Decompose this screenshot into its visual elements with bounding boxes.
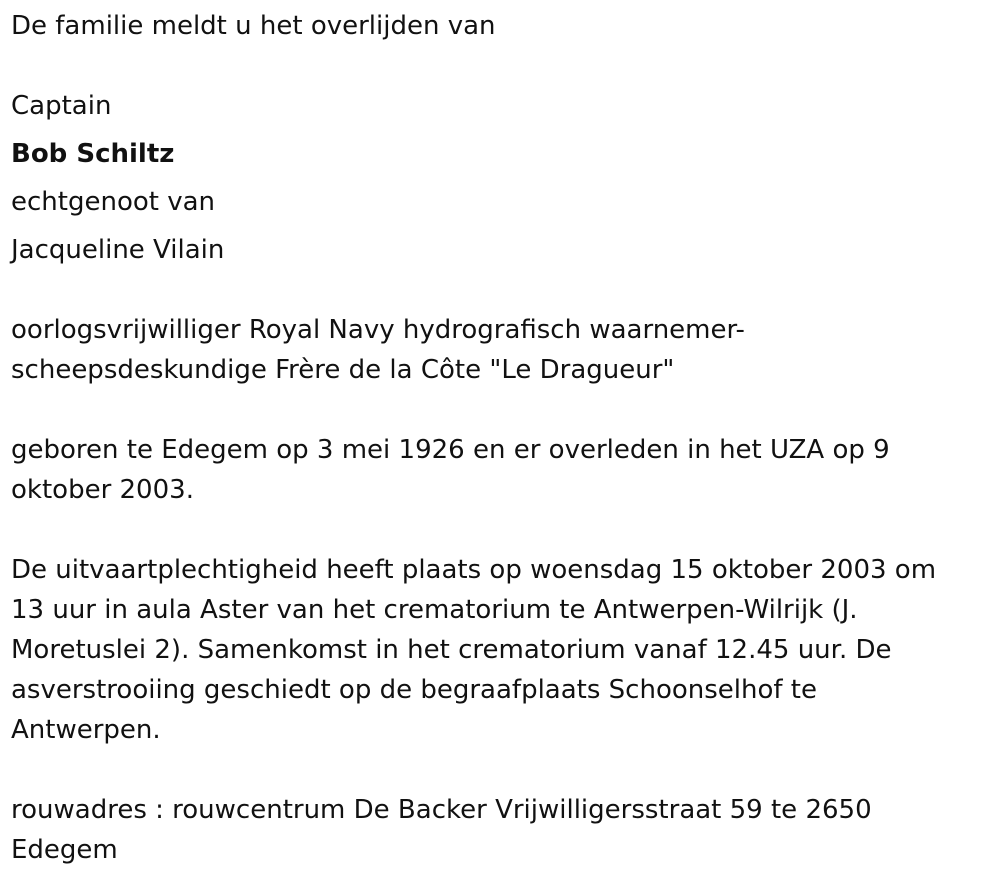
deceased-name: Bob Schiltz (11, 139, 175, 169)
funeral-line: De uitvaartplechtigheid heeft plaats op woensdag 15 oktober 2003 om (11, 555, 937, 585)
intro-text: De familie meldt u het overlijden van (11, 11, 496, 41)
spacer (11, 390, 981, 430)
address-line: Edegem (11, 835, 118, 865)
funeral-line: 13 uur in aula Aster van het crematorium te Antwerpen-Wilrijk (J. (11, 595, 858, 625)
relation-text: echtgenoot van (11, 187, 216, 217)
spacer (11, 174, 981, 182)
spacer (11, 270, 981, 310)
address-line: rouwadres : rouwcentrum De Backer Vrijwilligersstraat 59 te 2650 (11, 795, 872, 825)
spacer (11, 126, 981, 134)
titles-line: oorlogsvrijwilliger Royal Navy hydrografisch waarnemer- (11, 315, 745, 345)
deceased-block (11, 86, 981, 270)
titles-paragraph (11, 310, 981, 390)
spacer (11, 222, 981, 230)
birth-death-paragraph (11, 430, 981, 510)
spacer (11, 750, 981, 790)
spacer (11, 510, 981, 550)
rank-text: Captain (11, 91, 112, 121)
funeral-paragraph (11, 550, 981, 750)
spouse-name: Jacqueline Vilain (11, 235, 225, 265)
funeral-line: Moretuslei 2). Samenkomst in het crematorium vanaf 12.45 uur. De (11, 635, 892, 665)
funeral-line: Antwerpen. (11, 715, 161, 745)
birth-death-line: oktober 2003. (11, 475, 194, 505)
death-notice (11, 0, 981, 870)
address-paragraph (11, 790, 981, 870)
funeral-line: asverstrooiing geschiedt op de begraafplaats Schoonselhof te (11, 675, 817, 705)
spacer (11, 46, 981, 86)
titles-line: scheepsdeskundige Frère de la Côte "Le Dragueur" (11, 355, 675, 385)
birth-death-line: geboren te Edegem op 3 mei 1926 en er overleden in het UZA op 9 (11, 435, 890, 465)
